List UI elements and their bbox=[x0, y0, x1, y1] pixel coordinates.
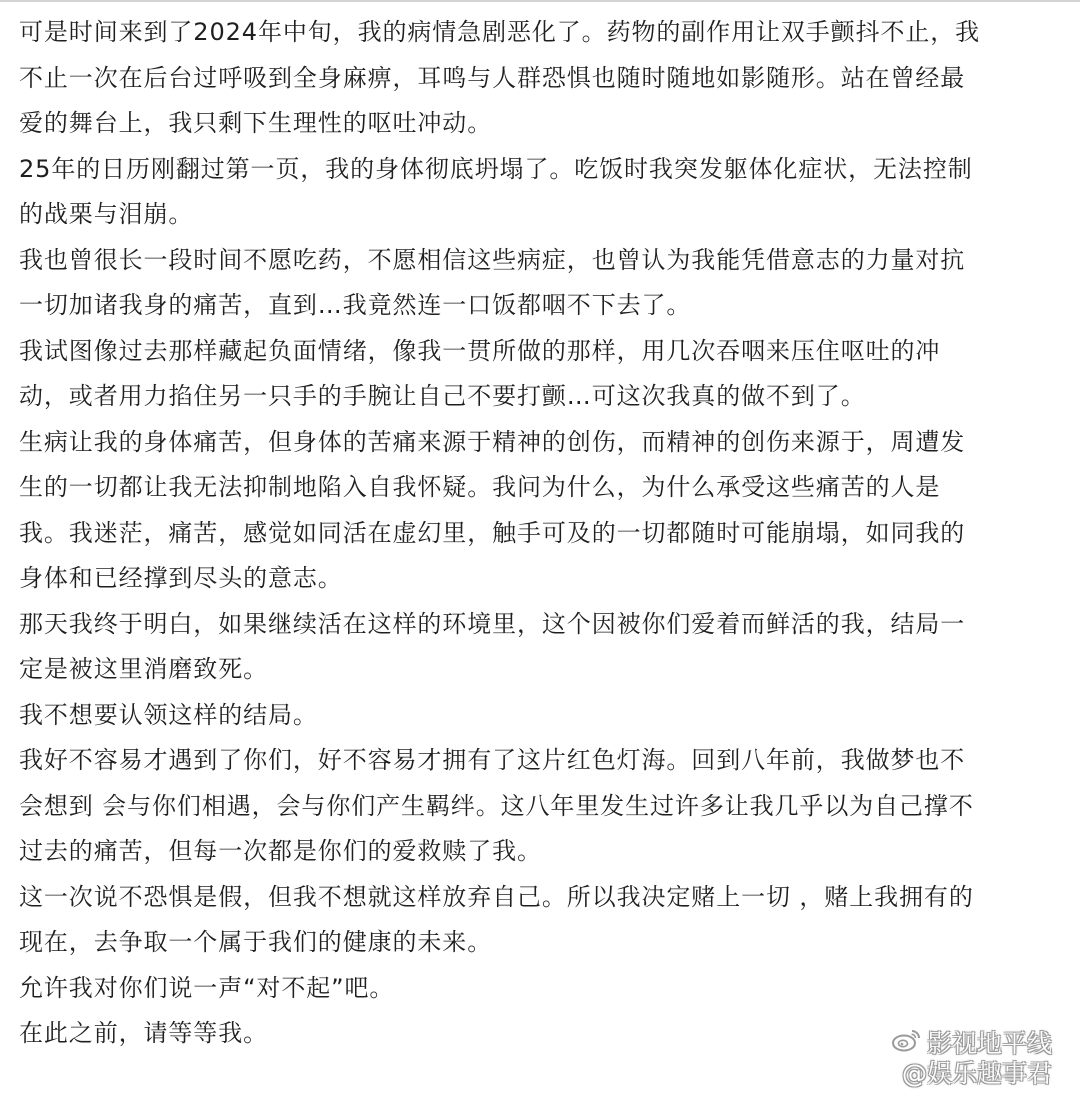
watermark bbox=[891, 1028, 1052, 1089]
paragraph: 在此之前，请等等我。 bbox=[19, 1019, 268, 1047]
paragraph: 这一次说不恐惧是假，但我不想就这样放弃自己。所以我决定赌上一切 ，赌上我拥有的 现在，去争取一个属于我们的健康的未来。 bbox=[19, 882, 974, 956]
paragraph: 我不想要认领这样的结局。 bbox=[19, 700, 318, 729]
watermark-source-name: 影视地平线 bbox=[926, 1028, 1052, 1058]
document-body bbox=[19, 10, 1063, 1057]
watermark-handle: @娱乐趣事君 bbox=[901, 1059, 1052, 1088]
paragraph: 我也曾很长一段时间不愿吃药，不愿相信这些病症，也曾认为我能凭借意志的力量对抗 一切加诸我身的痛苦，直到…我竟然连一口饭都咽不下去了。 bbox=[19, 245, 966, 319]
paragraph: 生病让我的身体痛苦，但身体的苦痛来源于精神的创伤，而精神的创伤来源于，周遭发 生的一切都让我无法抑制地陷入自我怀疑。我问为什么，为什么承受这些痛苦的人是 我。我迷茫，痛苦，感觉如同活在虚幻里，触手可及的一切都随时可能崩塌，如同我的 身体和已经撑到尽头的意志。 bbox=[19, 427, 966, 592]
paragraph: 我试图像过去那样藏起负面情绪，像我一贯所做的那样，用几次吞咽来压住呕吐的冲 动，或者用力掐住另一只手的手腕让自己不要打颤…可这次我真的做不到了。 bbox=[19, 336, 941, 410]
watermark-line-2 bbox=[891, 1059, 1052, 1089]
paragraph: 可是时间来到了2024年中旬，我的病情急剧恶化了。药物的副作用让双手颤抖不止，我 不止一次在后台过呼吸到全身麻痹，耳鸣与人群恐惧也随时随地如影随形。站在曾经最 爱的舞台上，我只剩下生理性的呕吐冲动。 bbox=[19, 18, 981, 137]
paragraph: 25年的日历刚翻过第一页，我的身体彻底坍塌了。吃饭时我突发躯体化症状，无法控制 的战栗与泪崩。 bbox=[19, 154, 973, 228]
watermark-line-1 bbox=[891, 1028, 1052, 1059]
weibo-icon bbox=[891, 1028, 927, 1059]
paragraph: 那天我终于明白，如果继续活在这样的环境里，这个因被你们爱着而鲜活的我，结局一 定是被这里消磨致死。 bbox=[19, 609, 966, 683]
paragraph: 我好不容易才遇到了你们，好不容易才拥有了这片红色灯海。回到八年前，我做梦也不 会想到 会与你们相遇，会与你们产生羁绊。这八年里发生过许多让我几乎以为自己撑不 过去的痛苦，但每一次都是你们的爱救赎了我。 bbox=[19, 746, 974, 865]
paragraph: 允许我对你们说一声“对不起”吧。 bbox=[19, 973, 395, 1002]
